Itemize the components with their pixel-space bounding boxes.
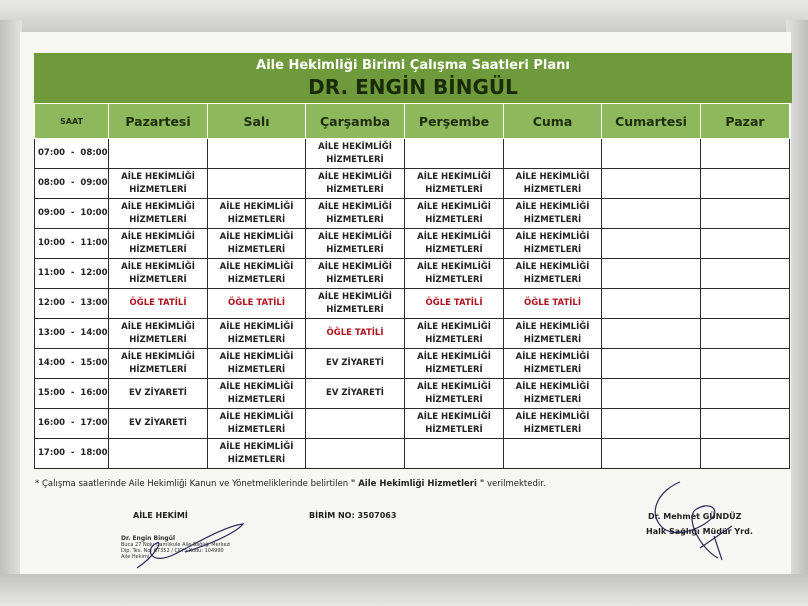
schedule-cell	[602, 289, 701, 319]
schedule-cell: ÖĞLE TATİLİ	[306, 319, 405, 349]
schedule-cell: AİLE HEKİMLİĞİ HİZMETLERİ	[405, 379, 504, 409]
time-slot-cell: 15:00 - 16:00	[35, 379, 109, 409]
schedule-cell	[208, 169, 306, 199]
schedule-cell: AİLE HEKİMLİĞİ HİZMETLERİ	[405, 409, 504, 439]
schedule-cell: AİLE HEKİMLİĞİ HİZMETLERİ	[504, 199, 602, 229]
stamp-line: Aile Hekimi	[121, 554, 150, 560]
schedule-cell: AİLE HEKİMLİĞİ HİZMETLERİ	[405, 349, 504, 379]
column-header-day: Salı	[208, 104, 306, 139]
schedule-header-row	[35, 104, 790, 139]
schedule-table	[34, 103, 790, 469]
frame-bottom	[0, 574, 808, 606]
schedule-cell	[701, 259, 790, 289]
frame-left	[0, 20, 22, 590]
table-row	[35, 139, 790, 169]
schedule-cell: AİLE HEKİMLİĞİ HİZMETLERİ	[504, 379, 602, 409]
schedule-cell	[602, 139, 701, 169]
schedule-cell	[602, 379, 701, 409]
time-slot-cell: 08:00 - 09:00	[35, 169, 109, 199]
footnote	[35, 479, 546, 489]
schedule-cell: AİLE HEKİMLİĞİ HİZMETLERİ	[306, 169, 405, 199]
schedule-cell	[109, 439, 208, 469]
schedule-cell	[602, 259, 701, 289]
schedule-cell	[306, 409, 405, 439]
schedule-cell: AİLE HEKİMLİĞİ HİZMETLERİ	[405, 229, 504, 259]
schedule-cell	[701, 289, 790, 319]
schedule-cell: AİLE HEKİMLİĞİ HİZMETLERİ	[208, 259, 306, 289]
left-signer-title: AİLE HEKİMİ	[133, 511, 188, 520]
schedule-cell: AİLE HEKİMLİĞİ HİZMETLERİ	[109, 169, 208, 199]
schedule-cell	[701, 379, 790, 409]
schedule-cell: EV ZİYARETİ	[306, 379, 405, 409]
table-row	[35, 229, 790, 259]
schedule-cell	[602, 409, 701, 439]
table-row	[35, 379, 790, 409]
schedule-cell: AİLE HEKİMLİĞİ HİZMETLERİ	[504, 409, 602, 439]
schedule-cell: AİLE HEKİMLİĞİ HİZMETLERİ	[405, 259, 504, 289]
schedule-cell: AİLE HEKİMLİĞİ HİZMETLERİ	[306, 229, 405, 259]
schedule-cell	[701, 139, 790, 169]
schedule-cell	[306, 439, 405, 469]
birim-number: BİRİM NO: 3507063	[309, 511, 397, 520]
time-slot-cell: 10:00 - 11:00	[35, 229, 109, 259]
doctor-name: DR. ENGİN BİNGÜL	[308, 75, 518, 99]
schedule-cell	[109, 139, 208, 169]
schedule-cell: AİLE HEKİMLİĞİ HİZMETLERİ	[405, 169, 504, 199]
schedule-cell: AİLE HEKİMLİĞİ HİZMETLERİ	[306, 199, 405, 229]
column-header-day: Cuma	[504, 104, 602, 139]
schedule-cell: AİLE HEKİMLİĞİ HİZMETLERİ	[306, 289, 405, 319]
time-slot-cell: 09:00 - 10:00	[35, 199, 109, 229]
table-row	[35, 259, 790, 289]
schedule-cell: ÖĞLE TATİLİ	[109, 289, 208, 319]
time-slot-cell: 11:00 - 12:00	[35, 259, 109, 289]
right-signature-icon	[640, 470, 750, 565]
schedule-cell: EV ZİYARETİ	[109, 409, 208, 439]
table-row	[35, 439, 790, 469]
time-slot-cell: 12:00 - 13:00	[35, 289, 109, 319]
schedule-cell: AİLE HEKİMLİĞİ HİZMETLERİ	[306, 139, 405, 169]
schedule-cell	[701, 229, 790, 259]
right-signer-name: Dr. Mehmet GÜNDÜZ	[648, 512, 742, 521]
frame-top	[0, 0, 808, 34]
schedule-cell	[504, 439, 602, 469]
table-row	[35, 319, 790, 349]
footnote-prefix: * Çalışma saatlerinde Aile Hekimliği Kanun ve Yönetmeliklerinde belirtilen	[35, 479, 351, 489]
stamp-line: Buca 27 Nolu Çamlıkule Aile Sağlığı Merkezi	[121, 542, 231, 548]
schedule-cell: ÖĞLE TATİLİ	[405, 289, 504, 319]
time-slot-cell: 17:00 - 18:00	[35, 439, 109, 469]
right-signer-title: Halk Sağlığı Müdür Yrd.	[646, 527, 753, 536]
schedule-cell: ÖĞLE TATİLİ	[208, 289, 306, 319]
table-row	[35, 289, 790, 319]
schedule-cell: AİLE HEKİMLİĞİ HİZMETLERİ	[504, 349, 602, 379]
schedule-cell: AİLE HEKİMLİĞİ HİZMETLERİ	[504, 259, 602, 289]
schedule-cell	[602, 169, 701, 199]
schedule-cell	[602, 439, 701, 469]
schedule-cell	[504, 139, 602, 169]
poster-header	[34, 53, 792, 103]
schedule-cell: EV ZİYARETİ	[109, 379, 208, 409]
schedule-cell: AİLE HEKİMLİĞİ HİZMETLERİ	[208, 439, 306, 469]
schedule-cell: AİLE HEKİMLİĞİ HİZMETLERİ	[208, 349, 306, 379]
schedule-cell	[602, 229, 701, 259]
schedule-cell	[602, 319, 701, 349]
column-header-day: Pazartesi	[109, 104, 208, 139]
column-header-saat: SAAT	[35, 104, 109, 139]
schedule-cell	[405, 139, 504, 169]
schedule-cell: AİLE HEKİMLİĞİ HİZMETLERİ	[208, 319, 306, 349]
schedule-cell: AİLE HEKİMLİĞİ HİZMETLERİ	[109, 229, 208, 259]
schedule-cell: AİLE HEKİMLİĞİ HİZMETLERİ	[109, 199, 208, 229]
schedule-cell	[701, 349, 790, 379]
schedule-cell: EV ZİYARETİ	[306, 349, 405, 379]
schedule-cell: AİLE HEKİMLİĞİ HİZMETLERİ	[109, 319, 208, 349]
schedule-cell: AİLE HEKİMLİĞİ HİZMETLERİ	[208, 229, 306, 259]
schedule-cell: AİLE HEKİMLİĞİ HİZMETLERİ	[405, 319, 504, 349]
table-row	[35, 409, 790, 439]
time-slot-cell: 07:00 - 08:00	[35, 139, 109, 169]
column-header-day: Perşembe	[405, 104, 504, 139]
time-slot-cell: 13:00 - 14:00	[35, 319, 109, 349]
schedule-cell	[405, 439, 504, 469]
table-row	[35, 199, 790, 229]
schedule-cell	[602, 349, 701, 379]
plan-title: Aile Hekimliği Birimi Çalışma Saatleri Planı	[256, 58, 570, 73]
schedule-cell: AİLE HEKİMLİĞİ HİZMETLERİ	[504, 229, 602, 259]
schedule-cell	[602, 199, 701, 229]
schedule-cell: AİLE HEKİMLİĞİ HİZMETLERİ	[504, 319, 602, 349]
schedule-cell	[208, 139, 306, 169]
schedule-cell: AİLE HEKİMLİĞİ HİZMETLERİ	[405, 199, 504, 229]
schedule-cell: ÖĞLE TATİLİ	[504, 289, 602, 319]
schedule-cell	[701, 199, 790, 229]
left-signature-icon	[125, 516, 250, 574]
schedule-cell: AİLE HEKİMLİĞİ HİZMETLERİ	[504, 169, 602, 199]
table-row	[35, 349, 790, 379]
footnote-suffix: verilmektedir.	[484, 479, 546, 489]
footnote-bold: " Aile Hekimliği Hizmetleri "	[350, 479, 485, 489]
schedule-cell: AİLE HEKİMLİĞİ HİZMETLERİ	[109, 259, 208, 289]
time-slot-cell: 14:00 - 15:00	[35, 349, 109, 379]
table-row	[35, 169, 790, 199]
schedule-cell: AİLE HEKİMLİĞİ HİZMETLERİ	[208, 409, 306, 439]
schedule-cell: AİLE HEKİMLİĞİ HİZMETLERİ	[208, 199, 306, 229]
stamp-line: Dr. Engin Bingül	[121, 535, 176, 542]
schedule-cell: AİLE HEKİMLİĞİ HİZMETLERİ	[208, 379, 306, 409]
stamp-line: Dip. Tes. No: 67352 / ÇKYS Kodu: 104990	[121, 548, 224, 554]
schedule-cell	[701, 169, 790, 199]
column-header-day: Çarşamba	[306, 104, 405, 139]
schedule-cell: AİLE HEKİMLİĞİ HİZMETLERİ	[109, 349, 208, 379]
schedule-cell	[701, 409, 790, 439]
schedule-cell: AİLE HEKİMLİĞİ HİZMETLERİ	[306, 259, 405, 289]
schedule-cell	[701, 319, 790, 349]
time-slot-cell: 16:00 - 17:00	[35, 409, 109, 439]
schedule-cell	[701, 439, 790, 469]
column-header-day: Pazar	[701, 104, 790, 139]
column-header-day: Cumartesi	[602, 104, 701, 139]
